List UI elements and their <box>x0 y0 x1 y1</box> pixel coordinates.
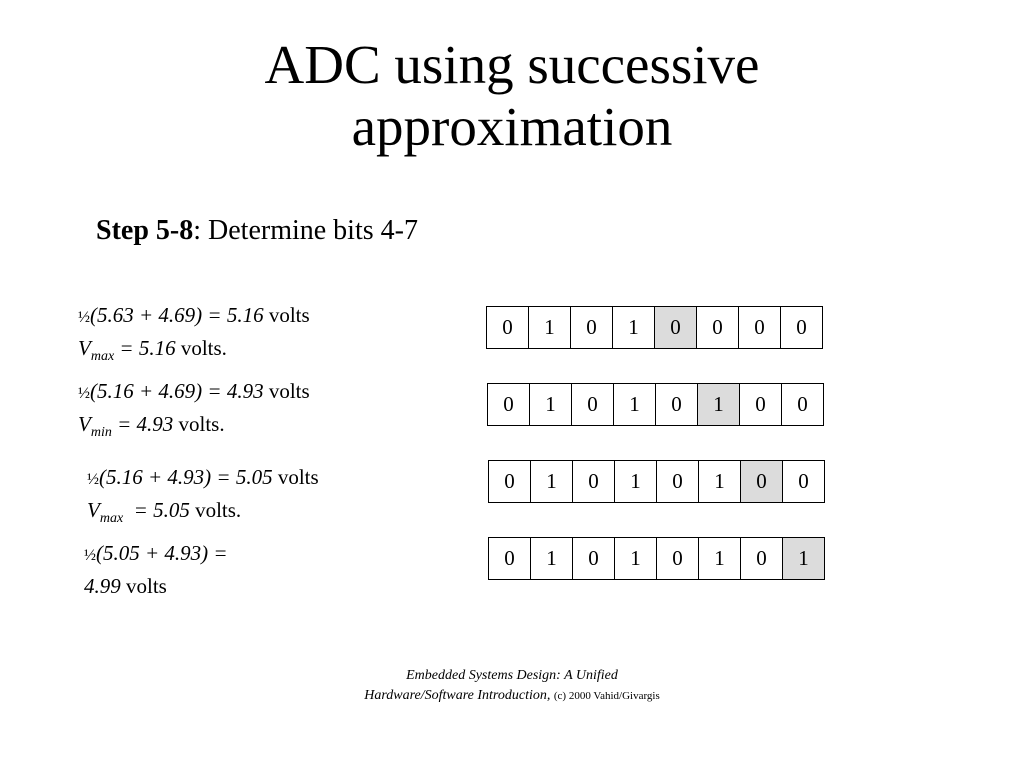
bit-cell: 1 <box>615 538 657 579</box>
bit-cell-current: 0 <box>741 461 783 502</box>
result-value: 4.99 <box>84 574 121 598</box>
step-label: Step 5-8 <box>96 215 194 246</box>
bit-cell: 0 <box>572 384 614 425</box>
result-line <box>84 571 228 602</box>
var-name: V <box>78 412 91 436</box>
footer-line-1 <box>0 666 1024 686</box>
bit-cell: 0 <box>782 384 824 425</box>
bit-cell-current: 1 <box>783 538 825 579</box>
bit-cell: 0 <box>573 461 615 502</box>
slide-footer <box>0 666 1024 706</box>
bit-cell: 0 <box>571 307 613 348</box>
bit-register-2 <box>487 383 824 426</box>
assign-unit: volts. <box>173 412 225 436</box>
copyright-text: (c) 2000 Vahid/Givargis <box>553 690 660 702</box>
bit-cell: 0 <box>656 384 698 425</box>
calc-block-3 <box>87 462 319 526</box>
calc-unit: volts <box>272 465 319 489</box>
assign-unit: volts. <box>175 336 227 360</box>
calc-block-1 <box>78 300 310 364</box>
bit-cell: 0 <box>783 461 825 502</box>
bit-cell: 0 <box>487 307 529 348</box>
bit-cell: 0 <box>781 307 823 348</box>
bit-cell: 0 <box>573 538 615 579</box>
book-title-1: Embedded Systems Design: A Unified <box>406 668 618 683</box>
assign-line <box>78 333 310 364</box>
calc-line <box>78 300 310 333</box>
var-subscript: min <box>90 425 112 440</box>
calc-expression: (5.05 + 4.93) = <box>96 541 228 565</box>
book-title-2: Hardware/Software Introduction, <box>364 688 551 703</box>
var-name: V <box>78 336 91 360</box>
half-symbol: ½ <box>84 547 96 564</box>
bit-cell: 1 <box>699 538 741 579</box>
calc-expression: (5.16 + 4.93) = 5.05 <box>99 465 273 489</box>
bit-cell: 1 <box>613 307 655 348</box>
bit-register-4 <box>488 537 825 580</box>
calc-line <box>78 376 310 409</box>
footer-line-2 <box>0 686 1024 706</box>
bit-cell-current: 1 <box>698 384 740 425</box>
calc-unit: volts <box>263 303 310 327</box>
bit-cell: 0 <box>489 538 531 579</box>
bit-register-3 <box>488 460 825 503</box>
calc-block-2 <box>78 376 310 440</box>
bit-cell: 0 <box>739 307 781 348</box>
bit-cell: 1 <box>699 461 741 502</box>
bit-cell: 0 <box>657 461 699 502</box>
assign-expression: = 5.05 <box>123 498 190 522</box>
bit-cell: 1 <box>615 461 657 502</box>
calc-line <box>87 462 319 495</box>
assign-line <box>78 409 310 440</box>
bit-cell: 1 <box>530 384 572 425</box>
bit-register-1 <box>486 306 823 349</box>
calc-unit: volts <box>263 379 310 403</box>
half-symbol: ½ <box>87 471 99 488</box>
var-subscript: max <box>99 511 124 526</box>
bit-cell: 0 <box>488 384 530 425</box>
title-line-2: approximation <box>351 96 673 157</box>
calc-line <box>84 538 228 571</box>
bit-cell: 0 <box>697 307 739 348</box>
slide-title <box>0 34 1024 158</box>
bit-cell: 1 <box>614 384 656 425</box>
bit-cell-current: 0 <box>655 307 697 348</box>
half-symbol: ½ <box>78 309 90 326</box>
bit-cell: 0 <box>657 538 699 579</box>
var-name: V <box>87 498 100 522</box>
assign-expression: = 5.16 <box>114 336 176 360</box>
assign-unit: volts. <box>189 498 242 522</box>
result-unit: volts <box>120 574 167 598</box>
assign-expression: = 4.93 <box>111 412 174 436</box>
bit-cell: 1 <box>531 538 573 579</box>
step-subtitle <box>96 214 418 248</box>
bit-cell: 0 <box>741 538 783 579</box>
step-description: : Determine bits 4-7 <box>193 215 418 246</box>
bit-cell: 1 <box>529 307 571 348</box>
half-symbol: ½ <box>78 385 90 402</box>
calc-expression: (5.16 + 4.69) = 4.93 <box>90 379 264 403</box>
assign-line <box>87 495 319 526</box>
calc-block-4 <box>84 538 228 602</box>
bit-cell: 0 <box>489 461 531 502</box>
calc-expression: (5.63 + 4.69) = 5.16 <box>90 303 264 327</box>
bit-cell: 1 <box>531 461 573 502</box>
title-line-1: ADC using successive <box>264 34 760 95</box>
var-subscript: max <box>90 349 115 364</box>
bit-cell: 0 <box>740 384 782 425</box>
